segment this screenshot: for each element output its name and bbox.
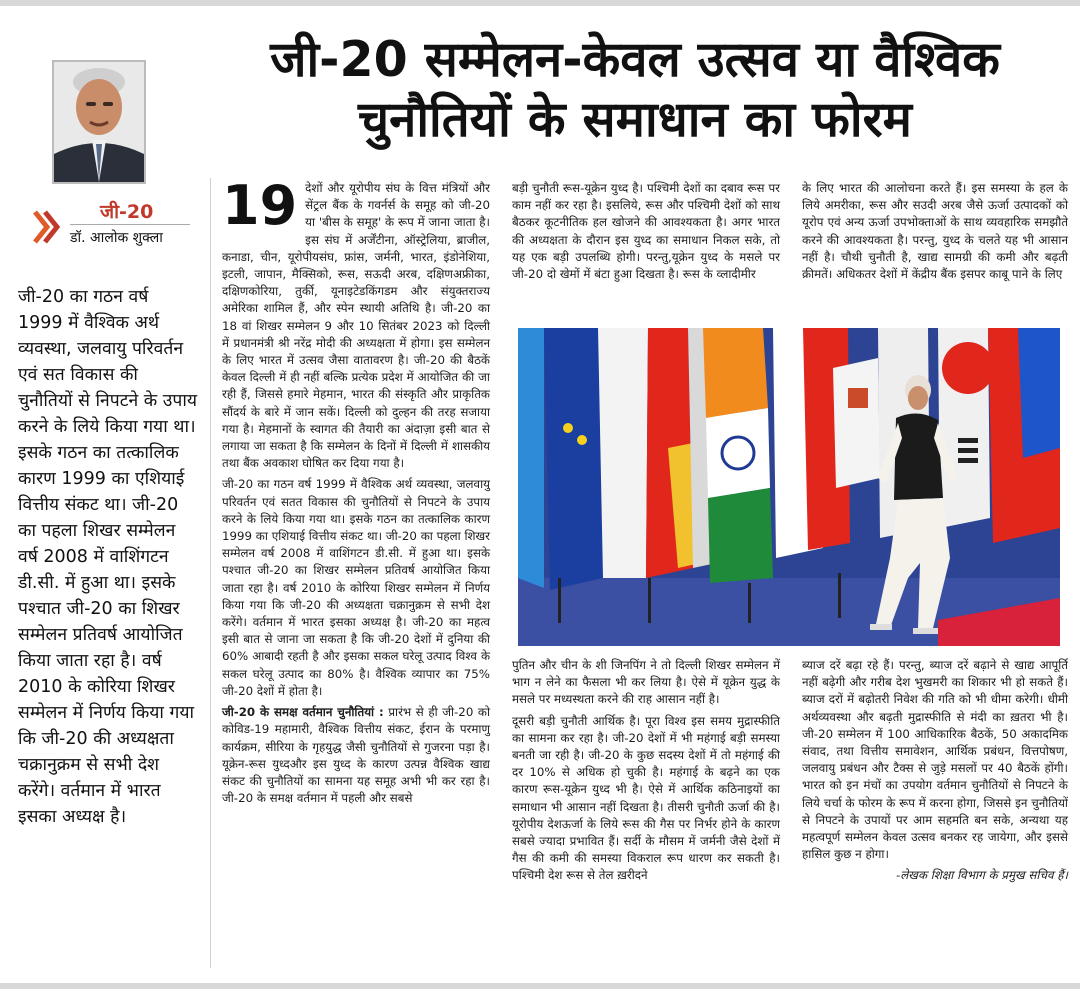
- author-credit: -लेखक शिक्षा विभाग के प्रमुख सचिव हैं।: [896, 868, 1068, 883]
- column-1: [222, 174, 491, 811]
- author-photo: [52, 60, 146, 184]
- paragraph-text: प्रारंभ से ही जी-20 को कोविड-19 महामारी, वैश्विक वित्तीय संकट, ईरान के परमाणु कार्यक्रम, सीरिया के गृहयुद्ध जैसी चुनौतियों से गुजरना पड़ा है। यूक्रेन-रूस युध्दऔर इस युध्द के कारण उत्पन्न वैश्विक खाद्य संकट की चुनौतियों का सामना यह समूह अभी भी कर रहा है। जी-20 के समक्ष वर्तमान में पहली और सबसे: [222, 705, 491, 806]
- summit-photo: [518, 328, 1060, 646]
- subheading: जी-20 के समक्ष वर्तमान चुनौतियां :: [222, 705, 384, 720]
- column-tag: जी-20: [100, 201, 154, 223]
- headline: जी-20 सम्मेलन-केवल उत्सव या वैश्विक चुनौतियों के समाधान का फोरम: [270, 31, 1000, 148]
- paragraph: जी-20 का गठन वर्ष 1999 में वैश्विक अर्थ व्यवस्था, जलवायु परिवर्तन एवं सतत विकास की चुनौतियों से निपटने के उपाय करने के लिये किया गया था। इसके गठन का तत्कालिक कारण 1999 का एशियाई वित्तीय संकट था। जी-20 का पहला शिखर सम्मेलन वर्ष 2008 में वाशिंगटन डी.सी. में हुआ था। इसके पश्चात जी-20 का शिखर सम्मेलन प्रतिवर्ष आयोजित किया जाता रहा है। वर्ष 2010 के कोरिया शिखर सम्मेलन में निर्णय किया गया कि जी-20 की अध्यक्षता चक्रानुक्रम से सभी देश करेंगे। वर्तमान में भारत इसका अध्यक्ष है। जी-20 का महत्व इसी बात से जाना जा सकता है कि जी-20 देशों में दुनिया की 60% आबादी रहती है और इसका सकल घरेलू उत्पाद विश्व के सकल घरेलू उत्पाद का 80% है। वैश्विक व्यापार का 75% जी-20 देशों में होता है।: [222, 477, 490, 698]
- paragraph: [222, 704, 490, 807]
- paragraph: ब्याज दरें बढ़ा रहे हैं। परन्तु, ब्याज दरें बढ़ाने से खाद्य आपूर्ति नहीं बढ़ेगी और गरीब देश भुखमरी का शिकार भी हो सकते हैं। ब्याज दरों में बढ़ोतरी निवेश की गति को भी धीमा करेगी। धीमी अर्थव्यवस्था और बढ़ती मुद्रास्फीति से मंदी का ख़तरा भी है। जी-20 सम्मेलन में 100 आधिकारिक बैठकें, 50 अकादमिक संवाद, तथा वित्तीय समावेशन, आर्थिक प्रबंधन, वित्तपोषण, जलवायु प्रबंधन और टैक्स से जुड़े मसलों पर 40 बैठकें होंगी। भारत को इन मंचों का उपयोग वर्तमान चुनौतियों से निपटने के लिये चर्चा के फोरम के रूप में करना होगा, जिससे इन चुनौतियों से निपटने के उपायों पर आम सहमति बन सके, अन्यथा यह महत्वपूर्ण सम्मेलन केवल उत्सव बनकर रह जायेगा, और इससे हासिल कुछ न होगा।: [802, 658, 1068, 862]
- column-2-bottom: [512, 657, 780, 889]
- paragraph: दूसरी बड़ी चुनौती आर्थिक है। पूरा विश्व इस समय मुद्रास्फीति का सामना कर रहा है। जी-20 देशों में भी महंगाई बड़ी समस्या बनती जा रही है। जी-20 के कुछ सदस्य देशों में तो महंगाई की दर 10% से अधिक हो चुकी है। महंगाई के बढ़ने का एक कारण रूस-यूक्रेन युध्द भी है। ऐसे में आर्थिक कठिनाइयों का समाधान भी आसान नहीं दिखता है। तीसरी चुनौती ऊर्जा की है। यूरोपीय देशऊर्जा के लिये रूस की गैस पर निर्भर होने के कारण सबसे ज्यादा प्रभावित हैं। सर्दी के मौसम में जर्मनी जैसे देशों में गैस की कमी की समस्या विकराल रूप धारण कर सकती है। पश्चिमी देश रूस से तेल ख़रीदने: [512, 713, 780, 883]
- top-border: [0, 0, 1080, 6]
- column-3-bottom: [802, 657, 1068, 889]
- chevron-right-icon: [33, 210, 61, 248]
- sidebar-summary: जी-20 का गठन वर्ष 1999 में वैश्विक अर्थ व्यवस्था, जलवायु परिवर्तन एवं सत विकास की चुनौतियों से निपटने के उपाय करने के लिये किया गया था। इसके गठन का तत्कालिक कारण 1999 का एशियाई वित्तीय संकट था। जी-20 का पहला शिखर सम्मेलन वर्ष 2008 में वाशिंगटन डी.सी. में हुआ था। इसके पश्चात जी-20 का शिखर सम्मेलन प्रतिवर्ष आयोजित किया जाता रहा है। वर्ष 2010 के कोरिया शिखर सम्मेलन में निर्णय किया गया कि जी-20 की अध्यक्षता चक्रानुक्रम से सभी देश करेंगे। वर्तमान में भारत इसका अध्यक्ष है।: [18, 287, 197, 827]
- paragraph: पुतिन और चीन के शी जिनपिंग ने तो दिल्ली शिखर सम्मेलन में भाग न लेने का फैसला भी कर लिया है। ऐसे में यूक्रेन युद्ध के मसले पर मध्यस्थता करने की राह आसान नहीं है।: [512, 658, 780, 707]
- paragraph-text: देशों और यूरोपीय संघ के वित्त मंत्रियों और सेंट्रल बैंक के गवर्नर्स के समूह को जी-20 या 'बीस के समूह' के रूप में जाना जाता है। इस संघ में अर्जेंटीना, ऑस्ट्रेलिया, ब्राजील, कनाडा, चीन, यूरोपीयसंघ, फ्रांस, जर्मनी, भारत, इंडोनेशिया, इटली, जापान, मैक्सिको, रूस, सऊदी अरब, दक्षिणअफ्रीका, दक्षिणकोरिया, तुर्की, यूनाइटेडकिंगडम और संयुक्तराज्य अमेरिका शामिल हैं, और स्पेन स्थायी अतिथि है। जी-20 का 18 वां शिखर सम्मेलन 9 और 10 सितंबर 2023 को दिल्ली में प्रधानमंत्री श्री नरेंद्र मोदी की अध्यक्षता में होगा। इस सम्मेलन के लिए भारत में उत्सव जैसा वातावरण है। जी-20 की बैठकें केवल दिल्ली में ही नहीं बल्कि प्रत्येक प्रदेश में आयोजित की जा रही हैं, जिससे हमारे मेहमान, भारत की संस्कृति और प्राकृतिक सौंदर्य के बारे में जान सकें। दिल्ली को दुल्हन की तरह सजाया गया है। मेहमानों के स्वागत की तैयारी का अंदाज़ा इसी बात से लगाया जा सकता है कि सम्मेलन के दिनों में दिल्ली में शासकीय तथा बैंक अवकाश घोषित कर दिया गया है।: [222, 181, 490, 471]
- author-name: डॉ. आलोक शुक्ला: [70, 230, 163, 246]
- column-2-top: बड़ी चुनौती रूस-यूक्रेन युध्द है। पश्चिमी देशों का दबाव रूस पर काम नहीं कर रहा है। इसलिये, रूस और पश्चिमी देशों को साथ बैठकर कूटनीतिक हल खोजने की आवश्यकता है। अगर भारत की अध्यक्षता के दौरान इस युध्द का समाधान निकल सके, तो यह एक बड़ी उपलब्धि होगी। परन्तु,यूक्रेन युध्द के मसले पर जी-20 दो खेमों में बंटा हुआ दिखता है। रूस के व्लादीमीर: [512, 181, 780, 282]
- bottom-border: [0, 983, 1080, 989]
- drop-cap: 19: [222, 174, 298, 237]
- byline-divider: [70, 224, 190, 225]
- paragraph: [222, 174, 490, 472]
- column-3-top: के लिए भारत की आलोचना करते हैं। इस समस्या के हल के लिये अमरीका, रूस और सउदी अरब जैसे ऊर्जा उत्पादकों को यूरोप एवं अन्य ऊर्जा उपभोक्ताओं के साथ व्यवहारिक समझौते करने की आवश्यकता है। परन्तु, युध्द के चलते यह भी आसान नहीं है। चौथी चुनौती है, खाद्य सामग्री की कमी और बढ़ती क्रीमतें। अधिकतर देशों में केंद्रीय बैंक इसपर काबू पाने के लिए: [802, 181, 1068, 282]
- column-divider: [210, 178, 211, 968]
